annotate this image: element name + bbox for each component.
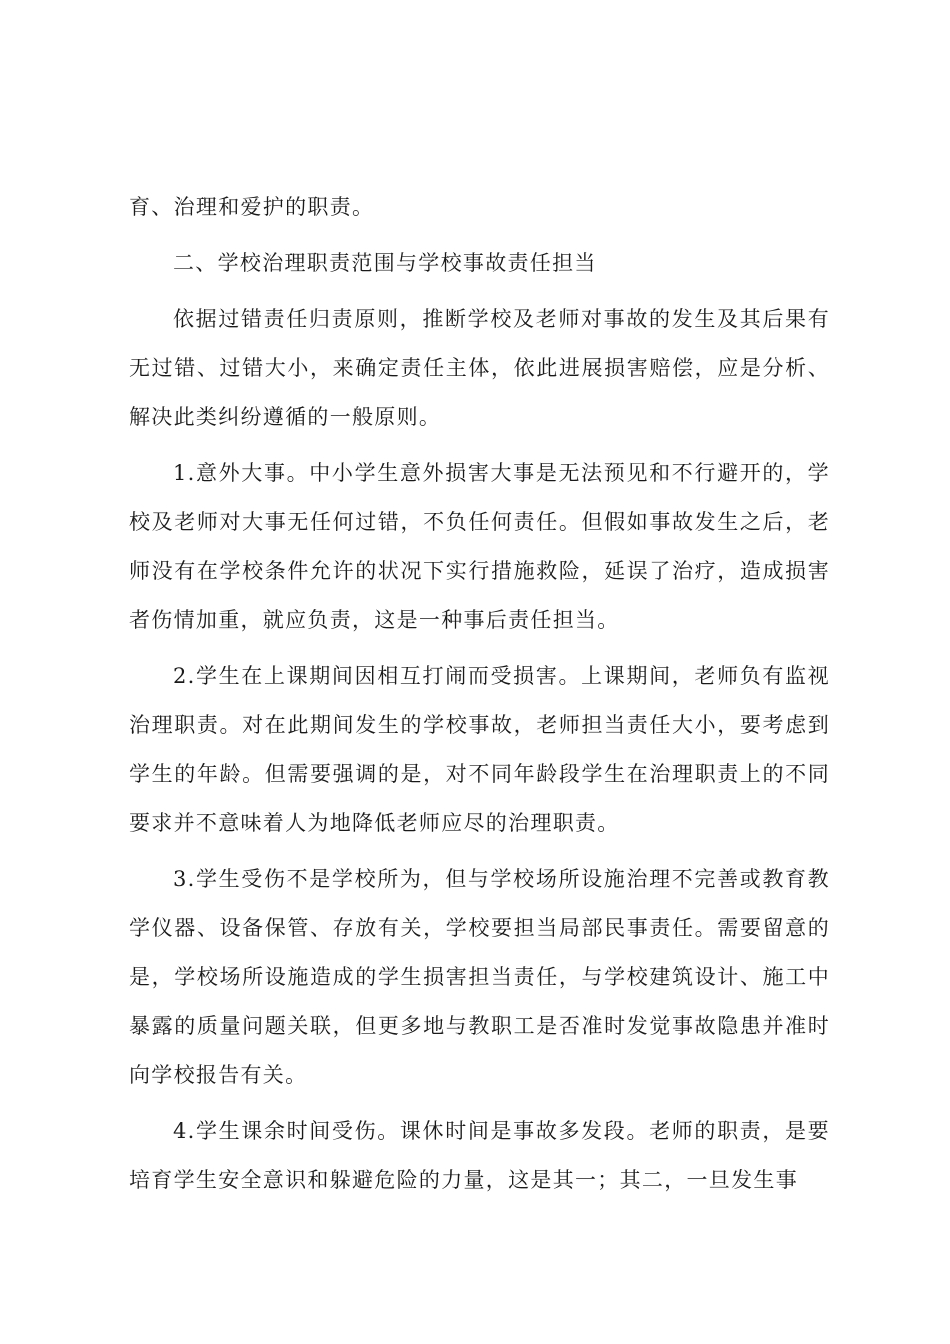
- paragraph-principle: 依据过错责任归责原则，推断学校及老师对事故的发生及其后果有无过错、过错大小，来确定责任主体，依此进展损害赔偿，应是分析、解决此类纠纷遵循的一般原则。: [129, 307, 830, 429]
- paragraph-item-1: 1.意外大事。中小学生意外损害大事是无法预见和不行避开的，学校及老师对大事无任何过错，不负任何责任。但假如事故发生之后，老师没有在学校条件允许的状况下实行措施救险，延误了治疗，造成损害者伤情加重，就应负责，这是一种事后责任担当。: [129, 461, 830, 632]
- paragraph-item-3: 3.学生受伤不是学校所为，但与学校场所设施治理不完善或教育教学仪器、设备保管、存放有关，学校要担当局部民事责任。需要留意的是，学校场所设施造成的学生损害担当责任，与学校建筑设计、施工中暴露的质量问题关联，但更多地与教职工是否准时发觉事故隐患并准时向学校报告有关。: [129, 867, 830, 1087]
- paragraph-item-4: 4.学生课余时间受伤。课休时间是事故多发段。老师的职责，是要培育学生安全意识和躲避危险的力量，这是其一；其二，一旦发生事: [129, 1119, 830, 1192]
- paragraph-continuation: 育、治理和爱护的职责。: [129, 195, 375, 219]
- document-body: [129, 183, 830, 1212]
- section-heading: 二、学校治理职责范围与学校事故责任担当: [173, 251, 597, 275]
- paragraph-item-2: 2.学生在上课期间因相互打闹而受损害。上课期间，老师负有监视治理职责。对在此期间发生的学校事故，老师担当责任大小，要考虑到学生的年龄。但需要强调的是，对不同年龄段学生在治理职责上的不同要求并不意味着人为地降低老师应尽的治理职责。: [129, 664, 830, 835]
